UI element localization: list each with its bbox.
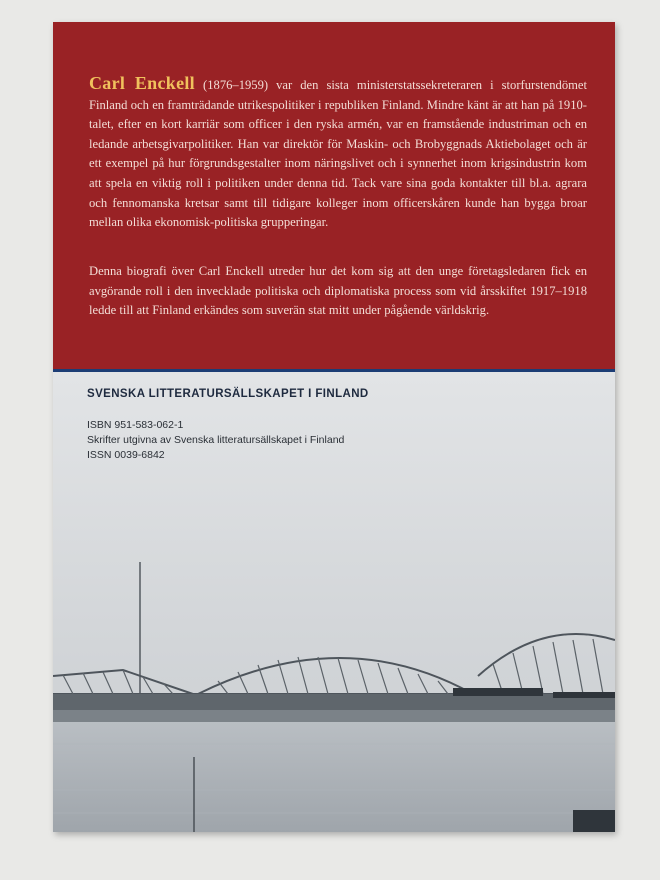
lower-photo-area — [53, 372, 615, 832]
issn-text: ISSN 0039-6842 — [87, 449, 165, 461]
author-name: Carl Enckell — [89, 73, 195, 93]
isbn-text: ISBN 951-583-062-1 — [87, 419, 184, 431]
intro-paragraph-text: (1876–1959) var den sista ministerstatssekreteraren i storfurstendömet Finland och en framträdande utrikespolitiker i republiken Finland. Mindre känt är att han på 1910-talet, efter en kort karriär som officer i den ryska armén, var en framstående industriman och en ledande arbetsgivarpolitiker. Han var direktör för Maskin- och Brobyggnads Aktiebolaget och är ett exempel på hur förgrundsgestalter inom näringslivet och i synnerhet inom krigsindustrin kom att spela en viktig roll i politiken under denna tid. Tack vare sina goda kontakter till bl.a. agrara och fennomanska kretsar samt till tidigare kolleger inom officerskåren kunde han bygga broar mellan olika ekonomisk-politiska grupperingar. — [89, 78, 587, 230]
series-text: Skrifter utgivna av Svenska litteratursällskapet i Finland — [87, 434, 345, 446]
red-text-panel — [53, 22, 615, 369]
publisher-name: SVENSKA LITTERATURSÄLLSKAPET I FINLAND — [87, 388, 369, 400]
second-paragraph: Denna biografi över Carl Enckell utreder hur det kom sig att den unge företagsledaren fick en avgörande roll i den invecklade politiska och diplomatiska process som vid årsskiftet 1917–1918 ledde till att Finland erkändes som suverän stat mitt under pågående världskrig. — [89, 264, 587, 318]
intro-paragraph — [89, 74, 587, 233]
publication-details — [87, 418, 344, 463]
book-back-cover — [53, 22, 615, 832]
